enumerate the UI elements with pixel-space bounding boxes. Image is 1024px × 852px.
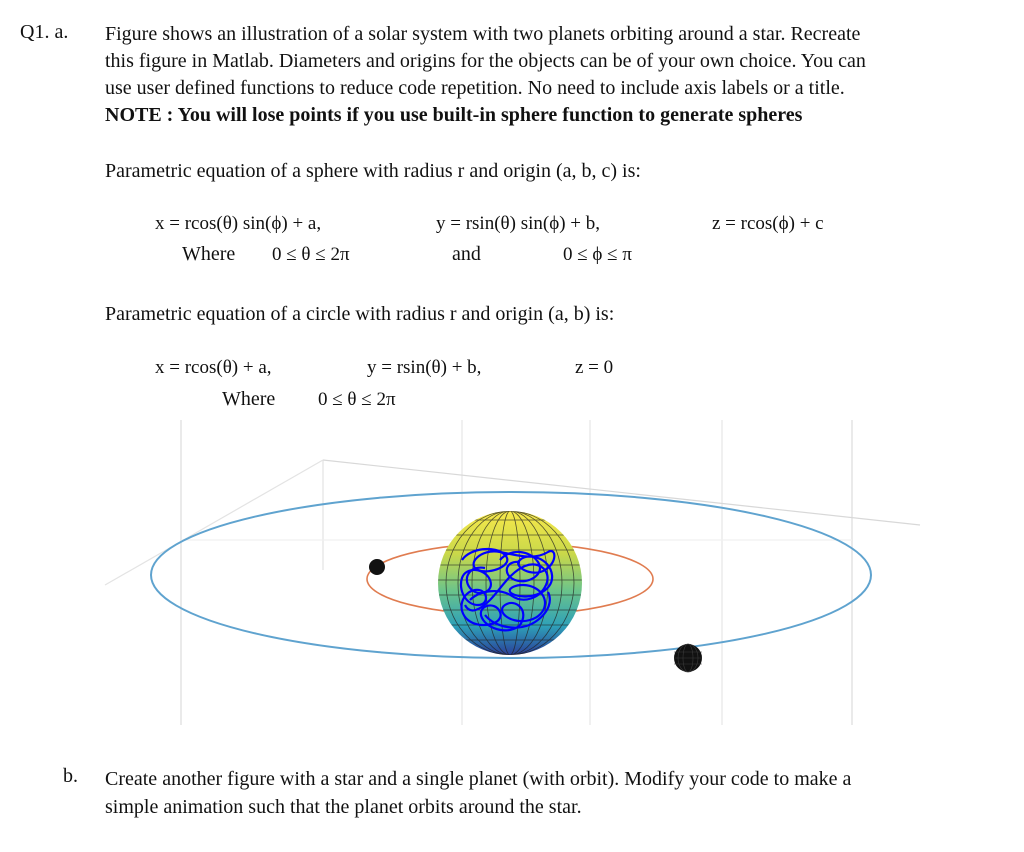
star-sphere-icon xyxy=(438,511,582,655)
part-b-number: b. xyxy=(63,765,78,787)
part-b-line-2: simple animation such that the planet orbits around the star. xyxy=(105,796,582,818)
question-number: Q1. a. xyxy=(20,21,69,43)
note-line: NOTE : You will lose points if you use built-in sphere function to generate spheres xyxy=(105,104,803,126)
circle-eq-z: z = 0 xyxy=(575,357,614,378)
inner-planet-icon xyxy=(369,559,385,575)
sphere-theta-range: 0 ≤ θ ≤ 2π xyxy=(272,244,350,265)
circle-eq-x: x = rcos(θ) + a, xyxy=(155,357,272,378)
sphere-heading: Parametric equation of a sphere with radius r and origin (a, b, c) is: xyxy=(105,160,641,182)
part-b-text xyxy=(105,765,995,821)
sphere-where-label: Where xyxy=(182,243,236,265)
part-b-line-1: Create another figure with a star and a single planet (with orbit). Modify your code to make a xyxy=(105,768,852,790)
outer-planet-icon xyxy=(674,644,702,672)
question-intro xyxy=(105,21,995,129)
solar-system-figure xyxy=(0,405,1024,750)
sphere-eq-z: z = rcos(ϕ) + c xyxy=(712,213,824,234)
intro-line-1: Figure shows an illustration of a solar system with two planets orbiting around a star. Recreate xyxy=(105,23,861,45)
sphere-and-label: and xyxy=(452,243,481,265)
intro-line-2: this figure in Matlab. Diameters and origins for the objects can be of your own choice. You can xyxy=(105,50,866,72)
circle-heading: Parametric equation of a circle with radius r and origin (a, b) is: xyxy=(105,303,615,325)
intro-line-3: use user defined functions to reduce code repetition. No need to include axis labels or a title. xyxy=(105,77,845,99)
sphere-eq-x: x = rcos(θ) sin(ϕ) + a, xyxy=(155,213,322,234)
sphere-phi-range: 0 ≤ ϕ ≤ π xyxy=(563,244,632,265)
sphere-eq-y: y = rsin(θ) sin(ϕ) + b, xyxy=(436,213,601,234)
circle-eq-y: y = rsin(θ) + b, xyxy=(367,357,482,378)
circle-where-label: Where xyxy=(222,388,276,410)
circle-theta-range: 0 ≤ θ ≤ 2π xyxy=(318,389,396,410)
